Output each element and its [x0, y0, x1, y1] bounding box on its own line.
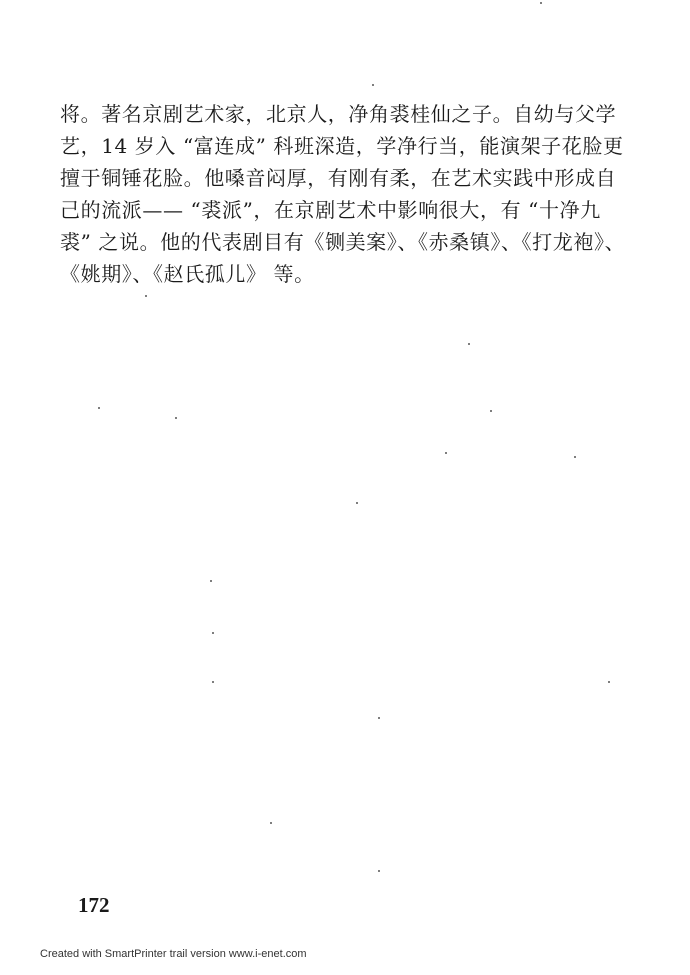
- scan-speck: [145, 295, 147, 297]
- scan-speck: [175, 417, 177, 419]
- scan-speck: [574, 456, 576, 458]
- text-line-6: 《姚期》、《赵氏孤儿》 等。: [60, 262, 315, 286]
- scan-speck: [98, 407, 100, 409]
- scan-speck: [212, 681, 214, 683]
- scan-speck: [445, 452, 447, 454]
- scan-speck: [608, 681, 610, 683]
- scan-speck: [490, 410, 492, 412]
- scan-speck: [378, 717, 380, 719]
- scan-speck: [212, 632, 214, 634]
- page-number: 172: [78, 893, 110, 917]
- text-line-1: 将。著名京剧艺术家，北京人，净角裘桂仙之子。自幼与父学: [60, 102, 617, 126]
- scan-speck: [540, 2, 542, 4]
- scan-speck: [372, 84, 374, 86]
- scan-speck: [378, 870, 380, 872]
- watermark-text: Created with SmartPrinter trail version www.i-enet.com: [40, 948, 307, 960]
- scan-speck: [468, 343, 470, 345]
- scan-speck: [270, 822, 272, 824]
- body-paragraph: [60, 98, 640, 290]
- scan-speck: [356, 502, 358, 504]
- text-line-2: 艺，14 岁入 “富连成” 科班深造，学净行当，能演架子花脸更: [60, 134, 624, 158]
- text-line-4: 己的流派—— “裘派”，在京剧艺术中影响很大，有 “十净九: [60, 198, 601, 222]
- scan-speck: [210, 580, 212, 582]
- text-line-3: 擅于铜锤花脸。他嗓音闷厚，有刚有柔，在艺术实践中形成自: [60, 166, 617, 190]
- text-line-5: 裘” 之说。他的代表剧目有《铡美案》、《赤桑镇》、《打龙袍》、: [60, 230, 626, 254]
